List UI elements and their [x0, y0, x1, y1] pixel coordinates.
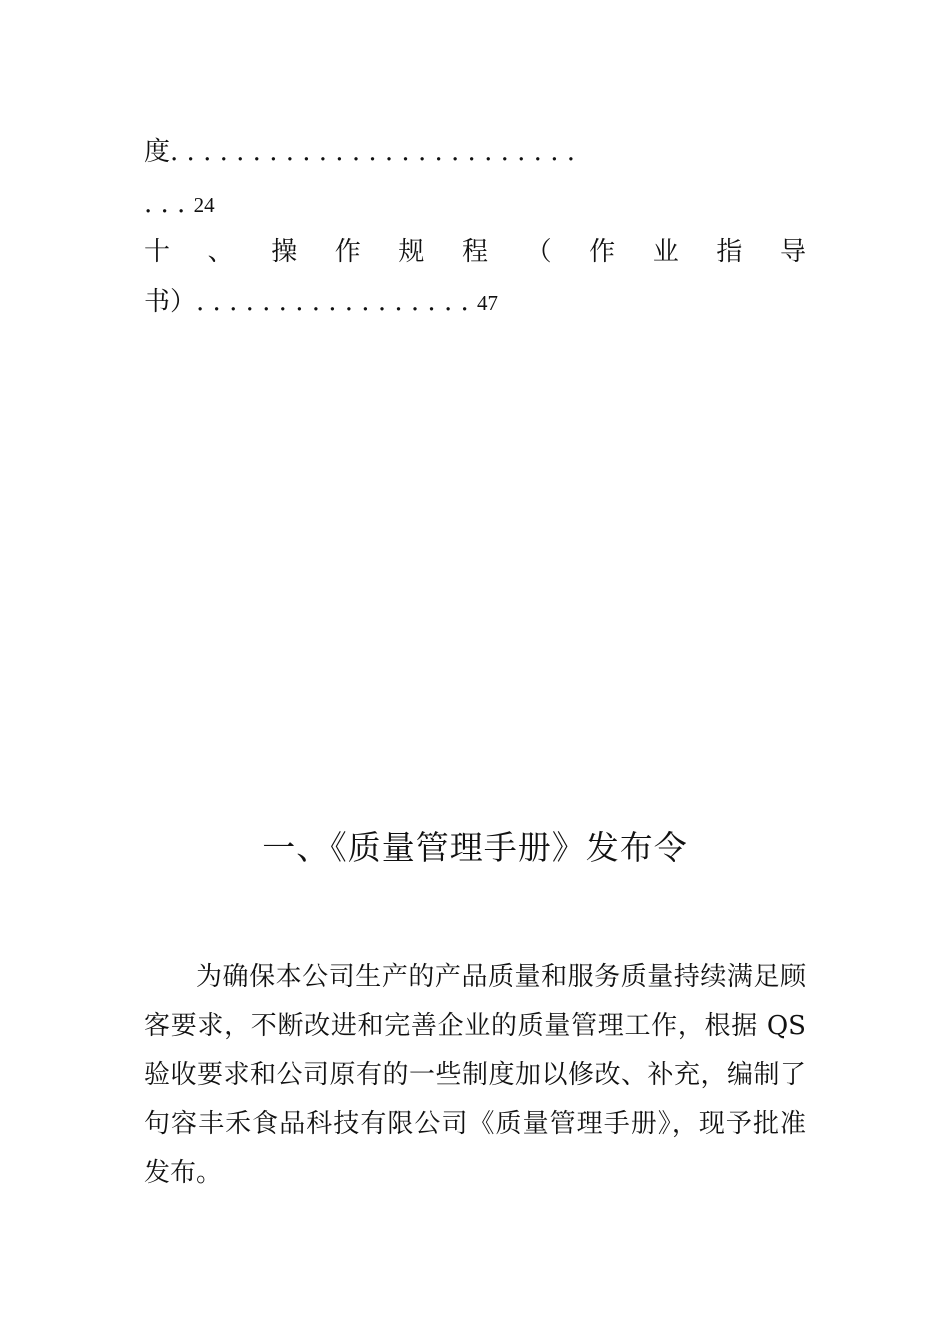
toc-char: 指	[716, 237, 743, 267]
toc-entry-9-line-1	[144, 134, 806, 170]
toc-char: 业	[652, 237, 679, 267]
toc-entry-10-line-1	[144, 234, 806, 270]
toc-char: 作	[589, 237, 616, 267]
toc-char: 导	[779, 237, 806, 267]
section-title: 一、《质量管理手册》发布令	[262, 828, 688, 867]
toc-char: 操	[271, 237, 298, 267]
toc-char: 规	[398, 237, 425, 267]
toc-page-number: 47	[477, 291, 499, 315]
toc-leader-dots: . . . . . . . . . . . . . . . . . . . . . . . . .	[170, 137, 575, 167]
toc-char: 、	[207, 237, 234, 267]
toc-entry-9-text: 度	[144, 137, 171, 167]
toc-char: 作	[334, 237, 361, 267]
toc-char: 程	[461, 237, 488, 267]
toc-entry-10-line-2	[144, 284, 806, 321]
toc-entry-9-line-2	[144, 186, 806, 223]
toc-leader-dots: . . .	[144, 189, 186, 219]
body-paragraph: 为确保本公司生产的产品质量和服务质量持续满足顾客要求，不断改进和完善企业的质量管理工作，根据 QS 验收要求和公司原有的一些制度加以修改、补充，编制了句容丰禾食品科技有限公司《质量管理手册》，现予批准发布。	[144, 962, 806, 1188]
toc-page-number: 24	[193, 193, 215, 217]
toc-char: （	[525, 237, 552, 267]
toc-entry-10-text: 书）	[144, 287, 197, 317]
toc-leader-dots: . . . . . . . . . . . . . . . . .	[196, 287, 469, 317]
toc-char: 十	[144, 237, 171, 267]
